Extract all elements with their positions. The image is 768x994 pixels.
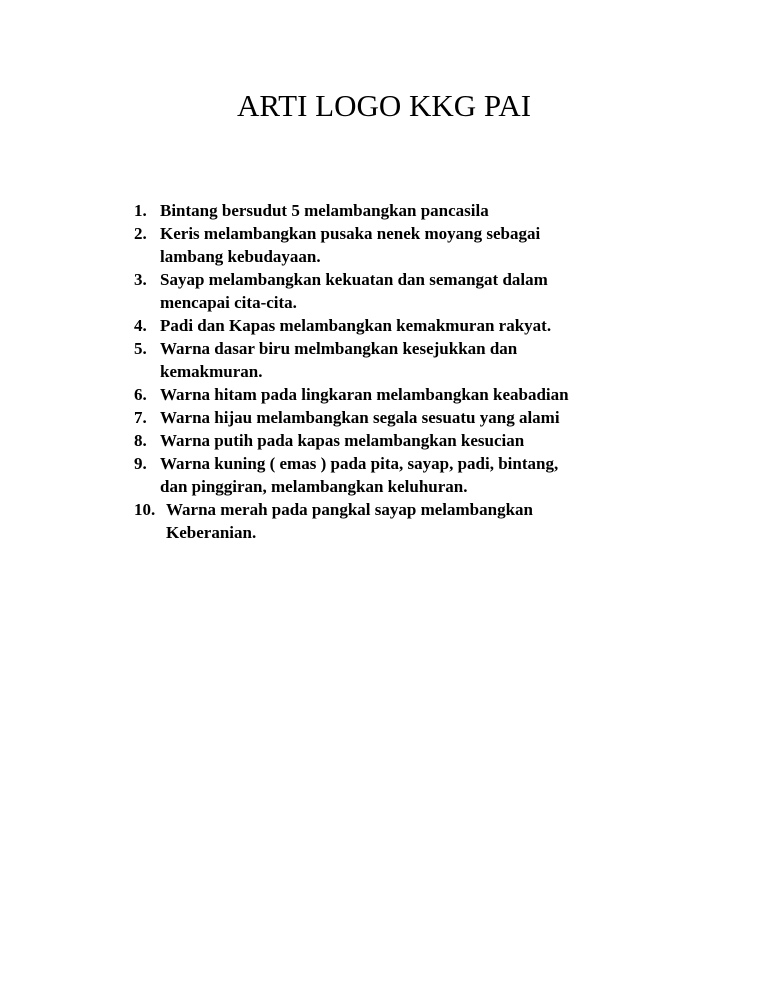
list-item xyxy=(134,429,694,452)
list-item xyxy=(134,337,694,383)
list-item-text: Warna hijau melambangkan segala sesuatu yang alami xyxy=(160,408,560,427)
list-item-text: Warna putih pada kapas melambangkan kesucian xyxy=(160,431,525,450)
list-item xyxy=(134,498,694,544)
list-item-number: 9. xyxy=(134,454,147,473)
list-item-number: 5. xyxy=(134,339,147,358)
list-item-text-continued: lambang kebudayaan. xyxy=(160,247,321,266)
list-item-text-continued: kemakmuran. xyxy=(160,362,263,381)
list-item xyxy=(134,222,694,268)
list-item-number: 7. xyxy=(134,408,147,427)
list-item-number: 2. xyxy=(134,224,147,243)
list-item-text: Keris melambangkan pusaka nenek moyang sebagai xyxy=(160,224,541,243)
list-item-text: Padi dan Kapas melambangkan kemakmuran rakyat. xyxy=(160,316,552,335)
list-item-text: Warna merah pada pangkal sayap melambangkan xyxy=(166,500,533,519)
list-item-text: Warna hitam pada lingkaran melambangkan keabadian xyxy=(160,385,569,404)
list-item-number: 10. xyxy=(134,500,156,519)
list-item xyxy=(134,406,694,429)
list-item-text: Bintang bersudut 5 melambangkan pancasila xyxy=(160,201,489,220)
list-item-text: Sayap melambangkan kekuatan dan semangat dalam xyxy=(160,270,548,289)
list-item-number: 1. xyxy=(134,201,147,220)
list-item-number: 8. xyxy=(134,431,147,450)
list-item-number: 4. xyxy=(134,316,147,335)
list-item-text-continued: mencapai cita-cita. xyxy=(160,293,297,312)
list-item xyxy=(134,268,694,314)
list-item-text-continued: Keberanian. xyxy=(166,523,257,542)
list-item-number: 3. xyxy=(134,270,147,289)
document-title: ARTI LOGO KKG PAI xyxy=(236,88,532,123)
list-item-text: Warna dasar biru melmbangkan kesejukkan dan xyxy=(160,339,518,358)
list-item-text-continued: dan pinggiran, melambangkan keluhuran. xyxy=(160,477,468,496)
meaning-list xyxy=(134,199,694,544)
list-item xyxy=(134,383,694,406)
list-item xyxy=(134,314,694,337)
list-item xyxy=(134,199,694,222)
list-item-text: Warna kuning ( emas ) pada pita, sayap, padi, bintang, xyxy=(160,454,559,473)
list-item-number: 6. xyxy=(134,385,147,404)
list-item xyxy=(134,452,694,498)
